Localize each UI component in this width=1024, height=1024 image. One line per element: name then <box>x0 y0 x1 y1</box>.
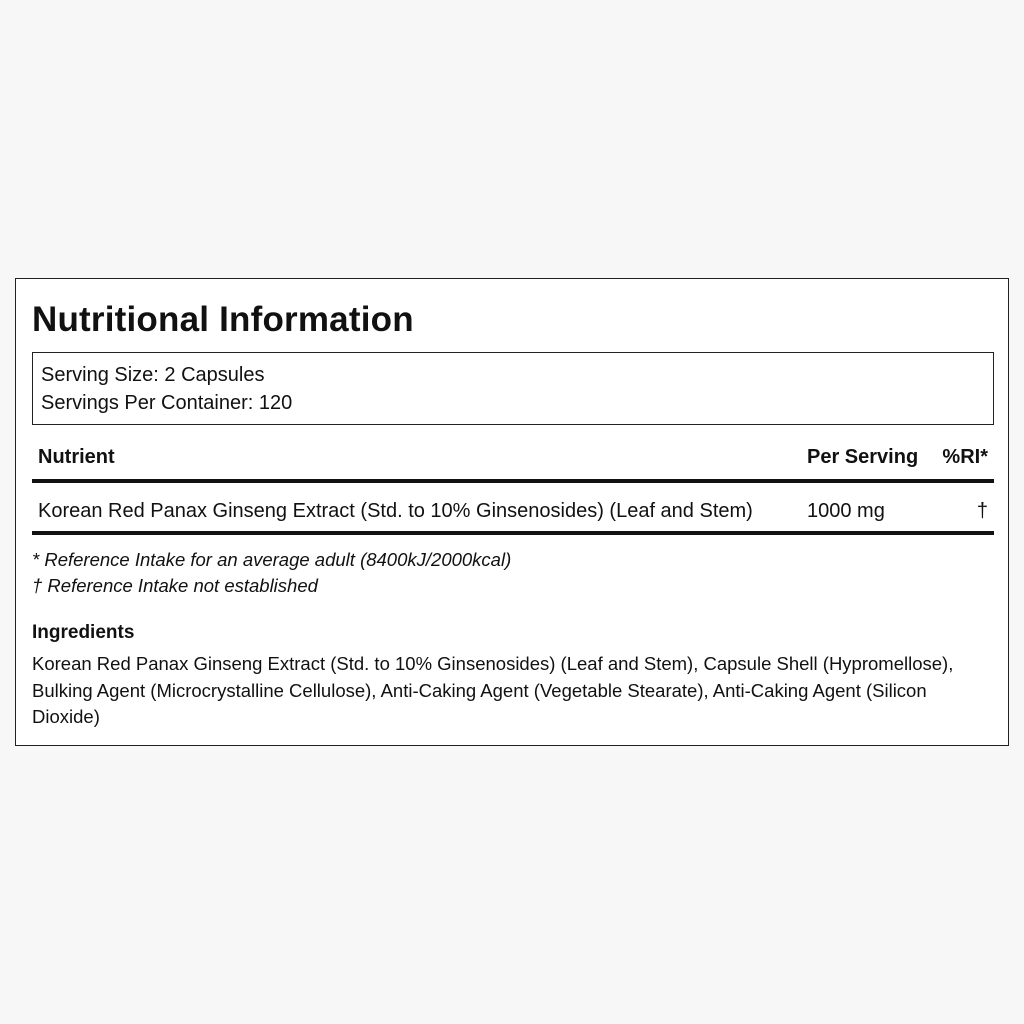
footnote-reference-intake: * Reference Intake for an average adult (8400kJ/2000kcal) <box>32 549 512 570</box>
header-nutrient: Nutrient <box>38 446 115 468</box>
ingredients-text: Korean Red Panax Ginseng Extract (Std. to 10% Ginsenosides) (Leaf and Stem), Capsule Shell (Hypromellose), Bulking Agent (Microcrystalline Cellulose), Anti-Caking Agent (Vegetable Stearate), Anti-Caking Agent (Silicon Dioxide) <box>32 653 954 727</box>
panel-title: Nutritional Information <box>32 300 414 339</box>
table-header-row <box>32 439 994 483</box>
ingredients-heading: Ingredients <box>32 622 135 643</box>
serving-info-box <box>32 352 994 425</box>
nutrient-name: Korean Red Panax Ginseng Extract (Std. to 10% Ginsenosides) (Leaf and Stem) <box>38 500 753 522</box>
footnote-not-established: † Reference Intake not established <box>32 575 318 596</box>
nutrition-panel <box>15 278 1009 746</box>
serving-size: Serving Size: 2 Capsules <box>41 364 265 386</box>
nutrient-ri: † <box>976 500 988 522</box>
nutrient-table <box>32 439 994 535</box>
header-ri: %RI* <box>942 446 988 468</box>
nutrient-per-serving: 1000 mg <box>807 500 885 522</box>
servings-per-container: Servings Per Container: 120 <box>41 392 293 414</box>
footnotes <box>32 547 511 599</box>
header-per-serving: Per Serving <box>807 446 919 468</box>
table-row <box>32 483 994 535</box>
